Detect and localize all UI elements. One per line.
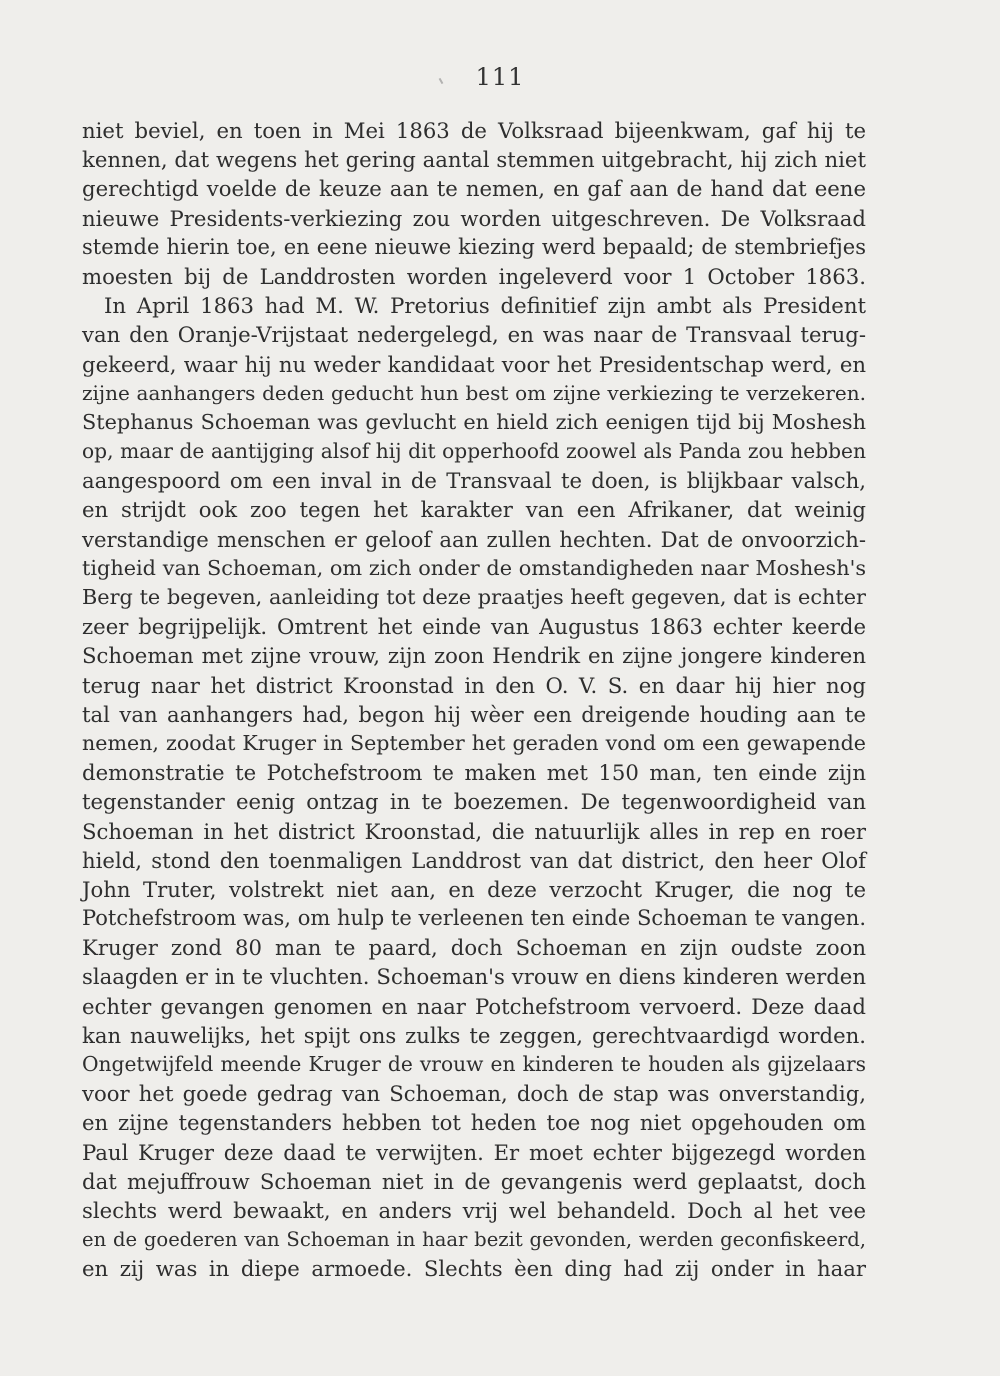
text-line: verstandige menschen er geloof aan zullen hechten. Dat de onvoorzich-: [82, 526, 866, 552]
text-line: van den Oranje-Vrijstaat nedergelegd, en was naar de Transvaal terug-: [82, 322, 866, 348]
body-text: [82, 116, 866, 1284]
text-line: gekeerd, waar hij nu weder kandidaat voor het Presidentschap werd, en: [82, 351, 866, 377]
text-line: Paul Kruger deze daad te verwijten. Er moet echter bijgezegd worden: [82, 1139, 866, 1165]
text-line: kan nauwelijks, het spijt ons zulks te zeggen, gerechtvaardigd worden.: [82, 1022, 866, 1048]
text-line: voor het goede gedrag van Schoeman, doch de stap was onverstandig,: [82, 1081, 866, 1107]
text-line: John Truter, volstrekt niet aan, en deze verzocht Kruger, die nog te: [82, 876, 866, 902]
text-line: aangespoord om een inval in de Transvaal te doen, is blijkbaar valsch,: [82, 468, 866, 494]
text-line: Schoeman met zijne vrouw, zijn zoon Hendrik en zijne jongere kinderen: [82, 643, 866, 669]
text-line: Berg te begeven, aanleiding tot deze praatjes heeft gegeven, dat is echter: [82, 585, 866, 609]
text-line: terug naar het district Kroonstad in den O. V. S. en daar hij hier nog: [82, 672, 866, 698]
text-line-paragraph-start: In April 1863 had M. W. Pretorius definitief zijn ambt als President: [104, 293, 866, 319]
text-line: tegenstander eenig ontzag in te boezemen. De tegenwoordigheid van: [82, 789, 866, 815]
text-line: Stephanus Schoeman was gevlucht en hield zich eenigen tijd bij Moshesh: [82, 409, 866, 434]
text-line: en de goederen van Schoeman in haar bezit gevonden, werden geconfiskeerd,: [82, 1228, 866, 1252]
text-line: kennen, dat wegens het gering aantal stemmen uitgebracht, hij zich niet: [82, 147, 866, 173]
page-number: 111: [475, 63, 525, 91]
text-line: tal van aanhangers had, begon hij wèer een dreigende houding aan te: [82, 701, 866, 727]
text-line: Schoeman in het district Kroonstad, die natuurlijk alles in rep en roer: [82, 818, 866, 844]
text-line: Kruger zond 80 man te paard, doch Schoeman en zijn oudste zoon: [82, 935, 866, 961]
text-line: nemen, zoodat Kruger in September het geraden vond om een gewapende: [82, 730, 866, 755]
text-line: op, maar de aantijging alsof hij dit opperhoofd zoowel als Panda zou hebben: [82, 439, 866, 464]
text-line: nieuwe Presidents-verkiezing zou worden uitgeschreven. De Volksraad: [82, 205, 866, 231]
text-line: Potchefstroom was, om hulp te verleenen ten einde Schoeman te vangen.: [82, 906, 866, 931]
text-line: Ongetwijfeld meende Kruger de vrouw en kinderen te houden als gijzelaars: [82, 1052, 866, 1076]
text-line: demonstratie te Potchefstroom te maken met 150 man, ten einde zijn: [82, 760, 866, 786]
text-line: hield, stond den toenmaligen Landdrost van dat district, den heer Olof: [82, 847, 866, 873]
text-line: en zijne tegenstanders hebben tot heden toe nog niet opgehouden om: [82, 1110, 866, 1136]
text-line: slechts werd bewaakt, en anders vrij wel behandeld. Doch al het vee: [82, 1197, 866, 1223]
text-line: zeer begrijpelijk. Omtrent het einde van Augustus 1863 echter keerde: [82, 614, 866, 640]
text-line: gerechtigd voelde de keuze aan te nemen, en gaf aan de hand dat eene: [82, 176, 866, 202]
text-line: tigheid van Schoeman, om zich onder de omstandigheden naar Moshesh's: [82, 555, 866, 580]
text-line: dat mejuffrouw Schoeman niet in de gevangenis werd geplaatst, doch: [82, 1168, 866, 1194]
text-line: stemde hierin toe, en eene nieuwe kiezing werd bepaald; de stembriefjes: [82, 234, 866, 259]
text-line: en strijdt ook zoo tegen het karakter van een Afrikaner, dat weinig: [82, 497, 866, 523]
text-line: moesten bij de Landdrosten worden ingeleverd voor 1 October 1863.: [82, 263, 866, 289]
text-line: zijne aanhangers deden geducht hun best om zijne verkiezing te verzekeren.: [82, 380, 866, 405]
text-line: en zij was in diepe armoede. Slechts èen ding had zij onder in haar: [82, 1256, 866, 1282]
text-line: echter gevangen genomen en naar Potchefstroom vervoerd. Deze daad: [82, 993, 866, 1019]
text-line: niet beviel, en toen in Mei 1863 de Volksraad bijeenkwam, gaf hij te: [82, 118, 866, 143]
text-line: slaagden er in te vluchten. Schoeman's vrouw en diens kinderen werden: [82, 964, 866, 990]
